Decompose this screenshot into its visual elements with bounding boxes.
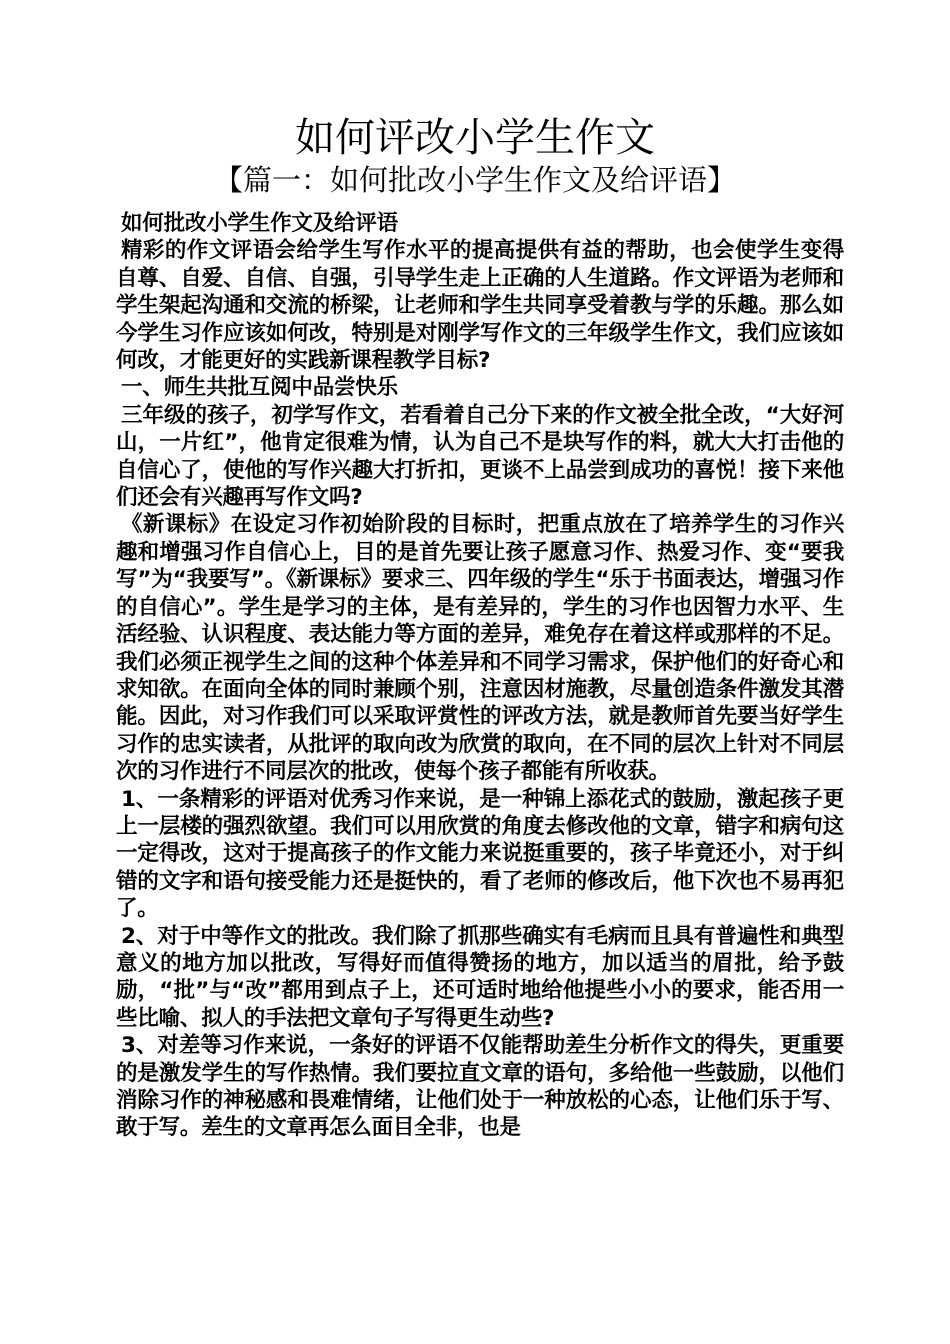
paragraph: 3、对差等习作来说，一条好的评语不仅能帮助差生分析作文的得失，更重要的是激发学生的写作热情。我们要拉直文章的语句，多给他一些鼓励，以他们消除习作的神秘感和畏难情绪，让他们处于一种放松的心态，让他们乐于写、敢于写。差生的文章再怎么面目全非，也是 [116,1033,844,1141]
section-heading: 一、师生共批互阅中品尝快乐 [121,375,398,401]
document-body [116,210,844,1142]
document-title: 如何评改小学生作文 [295,115,655,161]
paragraph: 1、一条精彩的评语对优秀习作来说，是一种锦上添花式的鼓励，激起孩子更上一层楼的强烈欲望。我们可以用欣赏的角度去修改他的文章，错字和病句这一定得改，这对于提高孩子的作文能力来说挺重要的，孩子毕竟还小，对于纠错的文字和语句接受能力还是挺快的，看了老师的修改后，他下次也不易再犯了。 [116,786,844,922]
document-subtitle: 【篇一：如何批改小学生作文及给评语】 [213,163,736,197]
section-heading: 如何批改小学生作文及给评语 [121,211,398,236]
paragraph: 三年级的孩子，初学写作文，若看着自己分下来的作文被全批全改，“大好河山，一片红”，他肯定很难为情，认为自己不是块写作的料，就大大打击他的自信心了，使他的写作兴趣大打折扣，更谈不上品尝到成功的喜悦！接下来他们还会有兴趣再写作文吗? [116,402,844,511]
paragraph: 《新课标》在设定习作初始阶段的目标时，把重点放在了培养学生的习作兴趣和增强习作自信心上，目的是首先要让孩子愿意习作、热爱习作、变“要我写”为“我要写”。《新课标》要求三、四年级的学生“乐于书面表达，增强习作的自信心”。学生是学习的主体，是有差异的，学生的习作也因智力水平、生活经验、认识程度、表达能力等方面的差异，难免存在着这样或那样的不足。我们必须正视学生之间的这种个体差异和不同学习需求，保护他们的好奇心和求知欲。在面向全体的同时兼顾个别，注意因材施教，尽量创造条件激发其潜能。因此，对习作我们可以采取评赏性的评改方法，就是教师首先要当好学生习作的忠实读者，从批评的取向改为欣赏的取向，在不同的层次上针对不同层次的习作进行不同层次的批改，使每个孩子都能有所收获。 [116,512,844,785]
paragraph: 精彩的作文评语会给学生写作水平的提高提供有益的帮助，也会使学生变得自尊、自爱、自信、自强，引导学生走上正确的人生道路。作文评语为老师和学生架起沟通和交流的桥梁，让老师和学生共同享受着教与学的乐趣。那么如今学生习作应该如何改，特别是对刚学写作文的三年级学生作文，我们应该如何改，才能更好的实践新课程教学目标? [116,238,844,374]
paragraph: 2、对于中等作文的批改。我们除了抓那些确实有毛病而且具有普遍性和典型意义的地方加以批改，写得好而值得赞扬的地方，加以适当的眉批，给予鼓励，“批”与“改”都用到点子上，还可适时地给他提些小小的要求，能否用一些比喻、拟人的手法把文章句子写得更生动些? [116,923,844,1031]
